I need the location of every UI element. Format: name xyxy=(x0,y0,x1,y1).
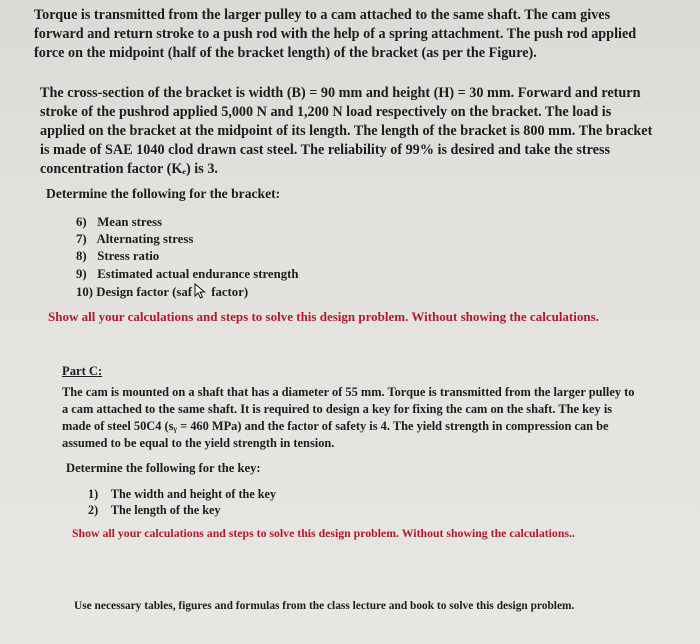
list-item xyxy=(88,486,276,502)
show-calculations-note: Show all your calculations and steps to solve this design problem. Without showing the calculations. xyxy=(48,309,599,324)
item-text-end: factor) xyxy=(208,284,249,299)
key-prompt: Determine the following for the key: xyxy=(66,461,261,475)
item-number: 8) xyxy=(76,249,87,264)
item-number: 9) xyxy=(76,266,87,281)
item-number: 1) xyxy=(88,487,99,501)
item-text: Mean stress xyxy=(97,215,163,229)
list-item xyxy=(76,231,299,248)
item-text: The length of the key xyxy=(110,503,221,517)
item-text: The width and height of the key xyxy=(110,487,277,501)
item-number: 10) xyxy=(76,284,94,299)
list-item xyxy=(76,248,299,265)
item-number: 2) xyxy=(88,503,99,517)
item-text-start: Design factor (saf xyxy=(96,284,192,299)
item-text: Stress ratio xyxy=(97,249,160,264)
item-text: Alternating stress xyxy=(96,232,194,247)
part-c-heading: Part C: xyxy=(62,364,103,378)
intro-paragraph: Torque is transmitted from the larger pulley to a cam attached to the same shaft. The cam gives forward and return stroke to a push rod with the help of a spring attachment. The push rod applied force on the midpoint (half of the bracket length) of the bracket (as per the Figure). xyxy=(34,7,637,61)
bracket-prompt: Determine the following for the bracket: xyxy=(46,186,281,201)
key-question-list xyxy=(88,486,276,518)
use-tables-note: Use necessary tables, figures and formulas from the class lecture and book to solve this design problem. xyxy=(74,600,575,612)
list-item xyxy=(76,283,299,301)
mouse-pointer-icon xyxy=(192,283,208,299)
bracket-paragraph: The cross-section of the bracket is width (B) = 90 mm and height (H) = 30 mm. Forward and return stroke of the pushrod applied 5,000 N and 1,200 N load respectively on the bracket. The load is applied on the bracket at the midpoint of its length. The length of the bracket is 800 mm. The bracket is made of SAE 1040 clod drawn cast steel. The reliability of 99% is desired and take the stress concentration factor (Kₑ) is 3. xyxy=(40,85,653,177)
key-paragraph: The cam is mounted on a shaft that has a diameter of 55 mm. Torque is transmitted from the larger pulley to a cam attached to the same shaft. It is required to design a key for fixing the cam on the shaft. The key is made of steel 50C4 (sᵧ = 460 MPa) and the factor of safety is 4. The yield strength in compression can be assumed to be equal to the yield strength in tension. xyxy=(62,385,635,450)
item-number: 7) xyxy=(76,232,87,247)
bracket-question-list xyxy=(76,214,299,301)
list-item xyxy=(76,214,299,231)
item-text: Estimated actual endurance strength xyxy=(97,266,299,281)
list-item xyxy=(88,502,276,518)
item-number: 6) xyxy=(76,215,87,229)
show-calculations-note-2: Show all your calculations and steps to solve this design problem. Without showing the calculations.. xyxy=(72,526,575,540)
list-item xyxy=(76,266,299,283)
